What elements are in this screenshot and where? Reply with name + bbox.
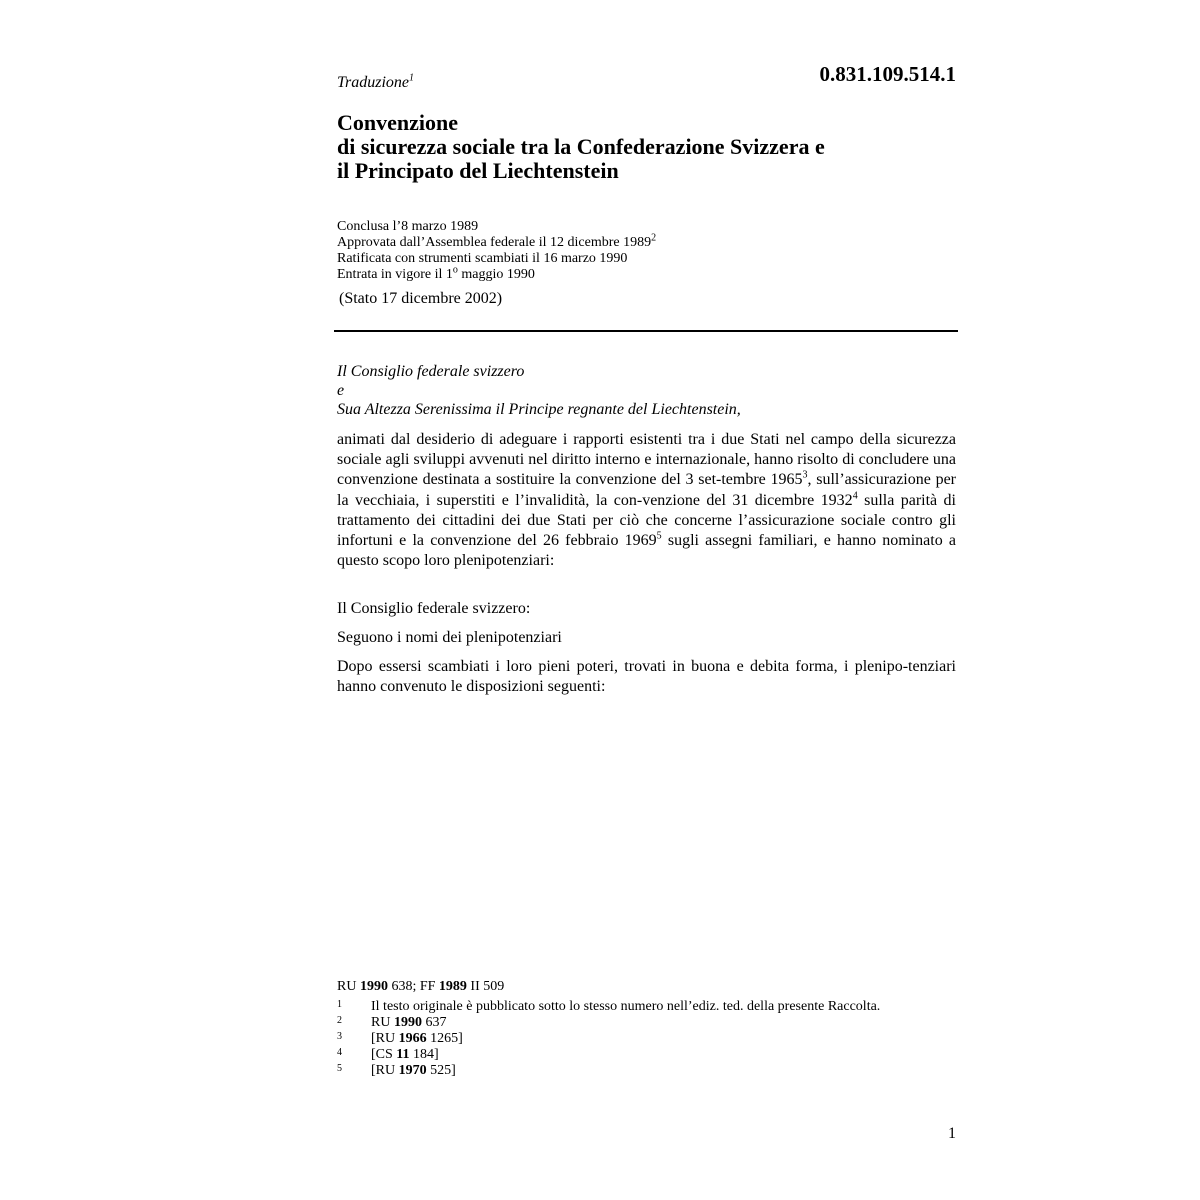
translation-label — [337, 74, 414, 92]
footnote-number: 5 — [337, 1063, 342, 1074]
ref-ru-page: 638; FF — [387, 979, 439, 994]
ref-ru-year: 1990 — [359, 979, 388, 994]
preamble-parties — [337, 362, 741, 419]
footnote-post: 184] — [409, 1047, 439, 1062]
footnote-year: 1966 — [398, 1031, 427, 1046]
footnote-volume: 11 — [396, 1047, 410, 1062]
footnote-number: 3 — [337, 1031, 342, 1042]
footnote-post: 525] — [426, 1063, 456, 1078]
party-2: Sua Altezza Serenissima il Principe regnante del Liechtenstein, — [337, 401, 741, 418]
footnote-text: Il testo originale è pubblicato sotto lo stesso numero nell’ediz. ted. della presente Raccolta. — [371, 999, 881, 1014]
footnotes — [337, 999, 907, 1079]
footnote-year: 1970 — [398, 1063, 427, 1078]
preamble-paragraph — [337, 430, 956, 571]
footnote-2 — [337, 1015, 907, 1031]
sr-number: 0.831.109.514.1 — [819, 62, 956, 86]
footnote-pre: [CS — [371, 1047, 397, 1062]
document-title — [337, 111, 957, 183]
footnote-ref-1[interactable]: 1 — [409, 72, 415, 84]
preamble-text-d: sugli assegni familiari, e hanno nominato a questo scopo loro plenipotenziari: — [337, 532, 957, 570]
title-line-1: Convenzione — [337, 110, 458, 135]
footnote-number: 4 — [337, 1047, 342, 1058]
title-line-3: il Principato del Liechtenstein — [337, 158, 619, 183]
ref-ff-year: 1989 — [438, 979, 467, 994]
status-date: (Stato 17 dicembre 2002) — [339, 290, 503, 307]
footnote-4 — [337, 1047, 907, 1063]
footnote-pre: [RU — [371, 1031, 399, 1046]
footnote-pre: [RU — [371, 1063, 399, 1078]
ref-ff-page: II 509 — [466, 979, 505, 994]
footnote-5 — [337, 1063, 907, 1079]
party-conjunction: e — [337, 382, 345, 399]
footnote-ref-3[interactable]: 3 — [802, 470, 808, 482]
meta-approvata — [337, 232, 657, 251]
ref-ru-label: RU — [337, 979, 360, 994]
preamble-text-c: sulla parità di trattamento dei cittadini dei due Stati per ciò che concerne l’assicurazione sociale contro gli infortuni e la convenzione del 26 febbraio 1969 — [337, 491, 957, 550]
footnote-number: 2 — [337, 1015, 342, 1026]
meta-approvata-text: Approvata dall’Assemblea federale il 12 dicembre 1989 — [337, 235, 652, 250]
treaty-metadata — [337, 219, 656, 283]
footnote-post: 1265] — [426, 1031, 463, 1046]
meta-entrata-pre: Entrata in vigore il 1 — [337, 267, 453, 282]
footnote-post: 637 — [421, 1015, 447, 1030]
page-number: 1 — [948, 1125, 956, 1142]
preamble-text-b: , sull’assicurazione per la vecchiaia, i superstiti e l’invalidità, la con-venzione del 31 dicembre 1932 — [337, 471, 957, 509]
footnote-pre: RU — [371, 1015, 394, 1030]
party-1: Il Consiglio federale svizzero — [337, 363, 525, 380]
paragraph-plenipotenziari: Seguono i nomi dei plenipotenziari — [337, 629, 562, 646]
footnote-ref-2[interactable]: 2 — [651, 232, 657, 244]
meta-entrata-post: maggio 1990 — [457, 267, 535, 282]
footnote-ref-5[interactable]: 5 — [656, 530, 662, 542]
translation-text: Traduzione — [337, 74, 410, 91]
preamble-text-a: animati dal desiderio di adeguare i rapporti esistenti tra i due Stati nel campo della sicurezza sociale agli sviluppi avvenuti nel diritto interno e internazionale, hanno risolto di concludere una convenzione destinata a sostituire la convenzione del 3 set-tembre 1965 — [337, 431, 956, 489]
paragraph-disposizioni: Dopo essersi scambiati i loro pieni poteri, trovati in buona e debita forma, i plenipo-tenziari hanno convenuto le disposizioni seguenti: — [337, 658, 956, 695]
footnote-3 — [337, 1031, 907, 1047]
meta-ratificata: Ratificata con strumenti scambiati il 16 marzo 1990 — [337, 251, 628, 266]
meta-entrata-sup: o — [452, 264, 458, 276]
header-divider — [334, 330, 958, 332]
meta-conclusa: Conclusa l’8 marzo 1989 — [337, 219, 479, 234]
footnote-ref-4[interactable]: 4 — [852, 490, 858, 502]
footnote-1 — [337, 999, 907, 1015]
title-line-2: di sicurezza sociale tra la Confederazione Svizzera e — [337, 134, 825, 159]
publication-reference — [337, 979, 504, 995]
meta-entrata — [337, 264, 656, 283]
footnote-year: 1990 — [393, 1015, 422, 1030]
paragraph-consiglio: Il Consiglio federale svizzero: — [337, 600, 531, 617]
footnote-number: 1 — [337, 999, 342, 1010]
